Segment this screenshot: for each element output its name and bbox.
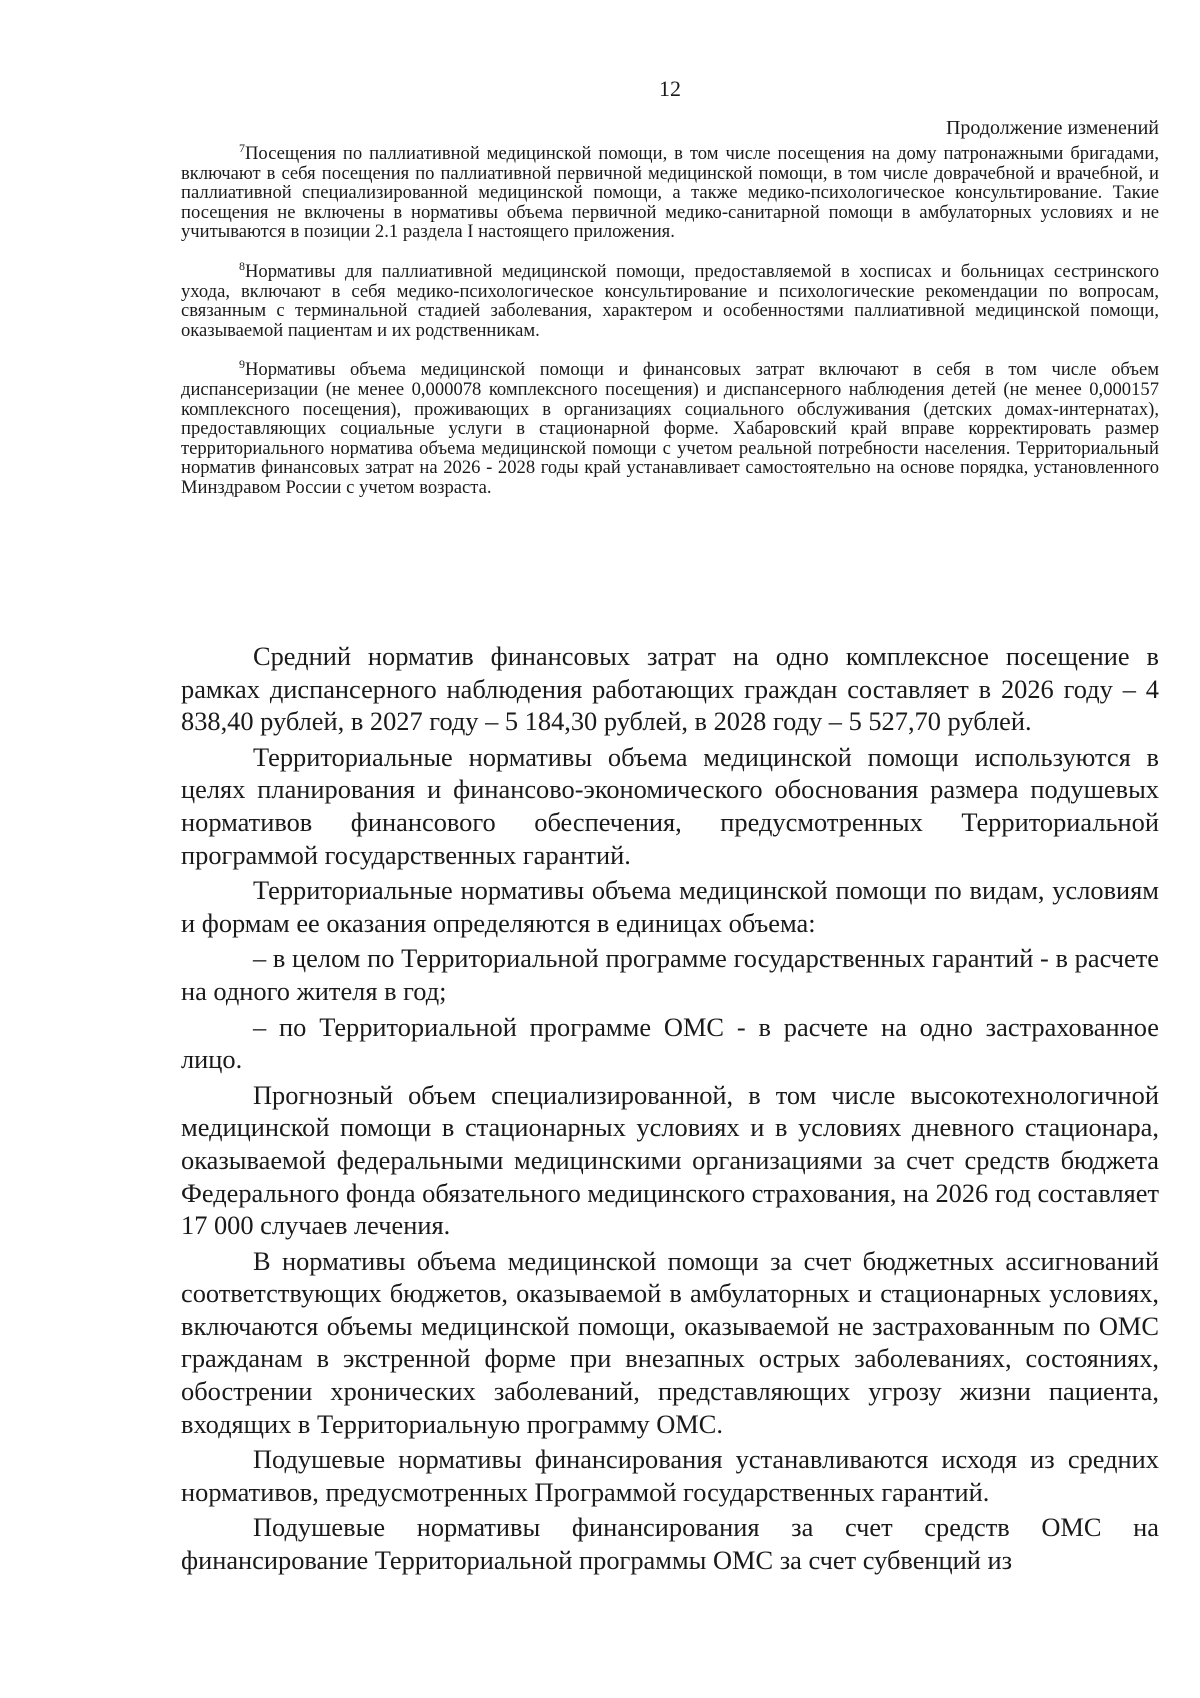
footnote-mark: 9	[239, 357, 245, 372]
paragraph: Территориальные нормативы объема медицинской помощи по видам, условиям и формам ее оказания определяются в единицах объема:	[181, 875, 1159, 938]
page-number: 12	[659, 76, 681, 101]
paragraph: В нормативы объема медицинской помощи за счет бюджетных ассигнований соответствующих бюджетов, оказываемой в амбулаторных и стационарных условиях, включаются объемы медицинской помощи, оказываемой не застрахованным по ОМС гражданам в экстренной форме при внезапных острых заболеваниях, состояниях, обострении хронических заболеваний, представляющих угрозу жизни пациента, входящих в Территориальную программу ОМС.	[181, 1245, 1159, 1439]
footnote-8	[181, 258, 1159, 341]
footnote-text: Нормативы для паллиативной медицинской помощи, предоставляемой в хосписах и больницах сестринского ухода, включают в себя медико-психологическое консультирование и психологические рекомендации по вопросам, связанным с терминальной стадией заболевания, характером и особенностями паллиативной медицинской помощи, оказываемой пациентам и их родственникам.	[181, 260, 1159, 341]
paragraph: – по Территориальной программе ОМС - в расчете на одно застрахованное лицо.	[181, 1011, 1159, 1075]
continuation-label: Продолжение изменений	[945, 117, 1159, 139]
footnote-text: Посещения по паллиативной медицинской помощи, в том числе посещения на дому патронажными бригадами, включают в себя посещения по паллиативной первичной медицинской помощи, в том числе доврачебной и врачебной, и паллиативной специализированной медицинской помощи, а также медико-психологическое консультирование. Такие посещения не включены в нормативы объема первичной медико-санитарной помощи в амбулаторных условиях и не учитываются в позиции 2.1 раздела I настоящего приложения.	[181, 143, 1159, 243]
paragraph: Прогнозный объем специализированной, в том числе высокотехнологичной медицинской помощи в стационарных условиях и в условиях дневного стационара, оказываемой федеральными медицинскими организациями за счет средств бюджета Федерального фонда обязательного медицинского страхования, на 2026 год составляет 17 000 случаев лечения.	[181, 1079, 1159, 1241]
paragraph: Подушевые нормативы финансирования устанавливаются исходя из средних нормативов, предусмотренных Программой государственных гарантий.	[181, 1444, 1159, 1507]
footnote-7	[181, 140, 1159, 243]
footnote-text: Нормативы объема медицинской помощи и финансовых затрат включают в себя в том числе объем диспансеризации (не менее 0,000078 комплексного посещения) и диспансерного наблюдения детей (не менее 0,000157 комплексного посещения), проживающих в организациях социального обслуживания (детских домах-интернатах), предоставляющих социальные услуги в стационарной форме. Хабаровский край вправе корректировать размер территориального норматива объема медицинской помощи с учетом реальной потребности населения. Территориальный норматив финансовых затрат на 2026 - 2028 годы край устанавливает самостоятельно на основе порядка, установленного Минздравом России с учетом возраста.	[181, 359, 1159, 498]
footnotes-block	[181, 140, 1159, 498]
footnote-mark: 8	[239, 258, 245, 273]
footnote-9	[181, 357, 1159, 498]
paragraph: Средний норматив финансовых затрат на одно комплексное посещение в рамках диспансерного наблюдения работающих граждан составляет в 2026 году – 4 838,40 рублей, в 2027 году – 5 184,30 рублей, в 2028 году – 5 527,70 рублей.	[181, 641, 1159, 737]
paragraph: – в целом по Территориальной программе государственных гарантий - в расчете на одного жителя в год;	[181, 943, 1159, 1006]
paragraph: Подушевые нормативы финансирования за счет средств ОМС на финансирование Территориальной программы ОМС за счет субвенций из	[181, 1512, 1159, 1576]
footnote-mark: 7	[239, 140, 245, 155]
main-text	[181, 640, 1159, 1580]
paragraph: Территориальные нормативы объема медицинской помощи используются в целях планирования и финансово-экономического обоснования размера подушевых нормативов финансового обеспечения, предусмотренных Территориальной программой государственных гарантий.	[181, 741, 1159, 870]
